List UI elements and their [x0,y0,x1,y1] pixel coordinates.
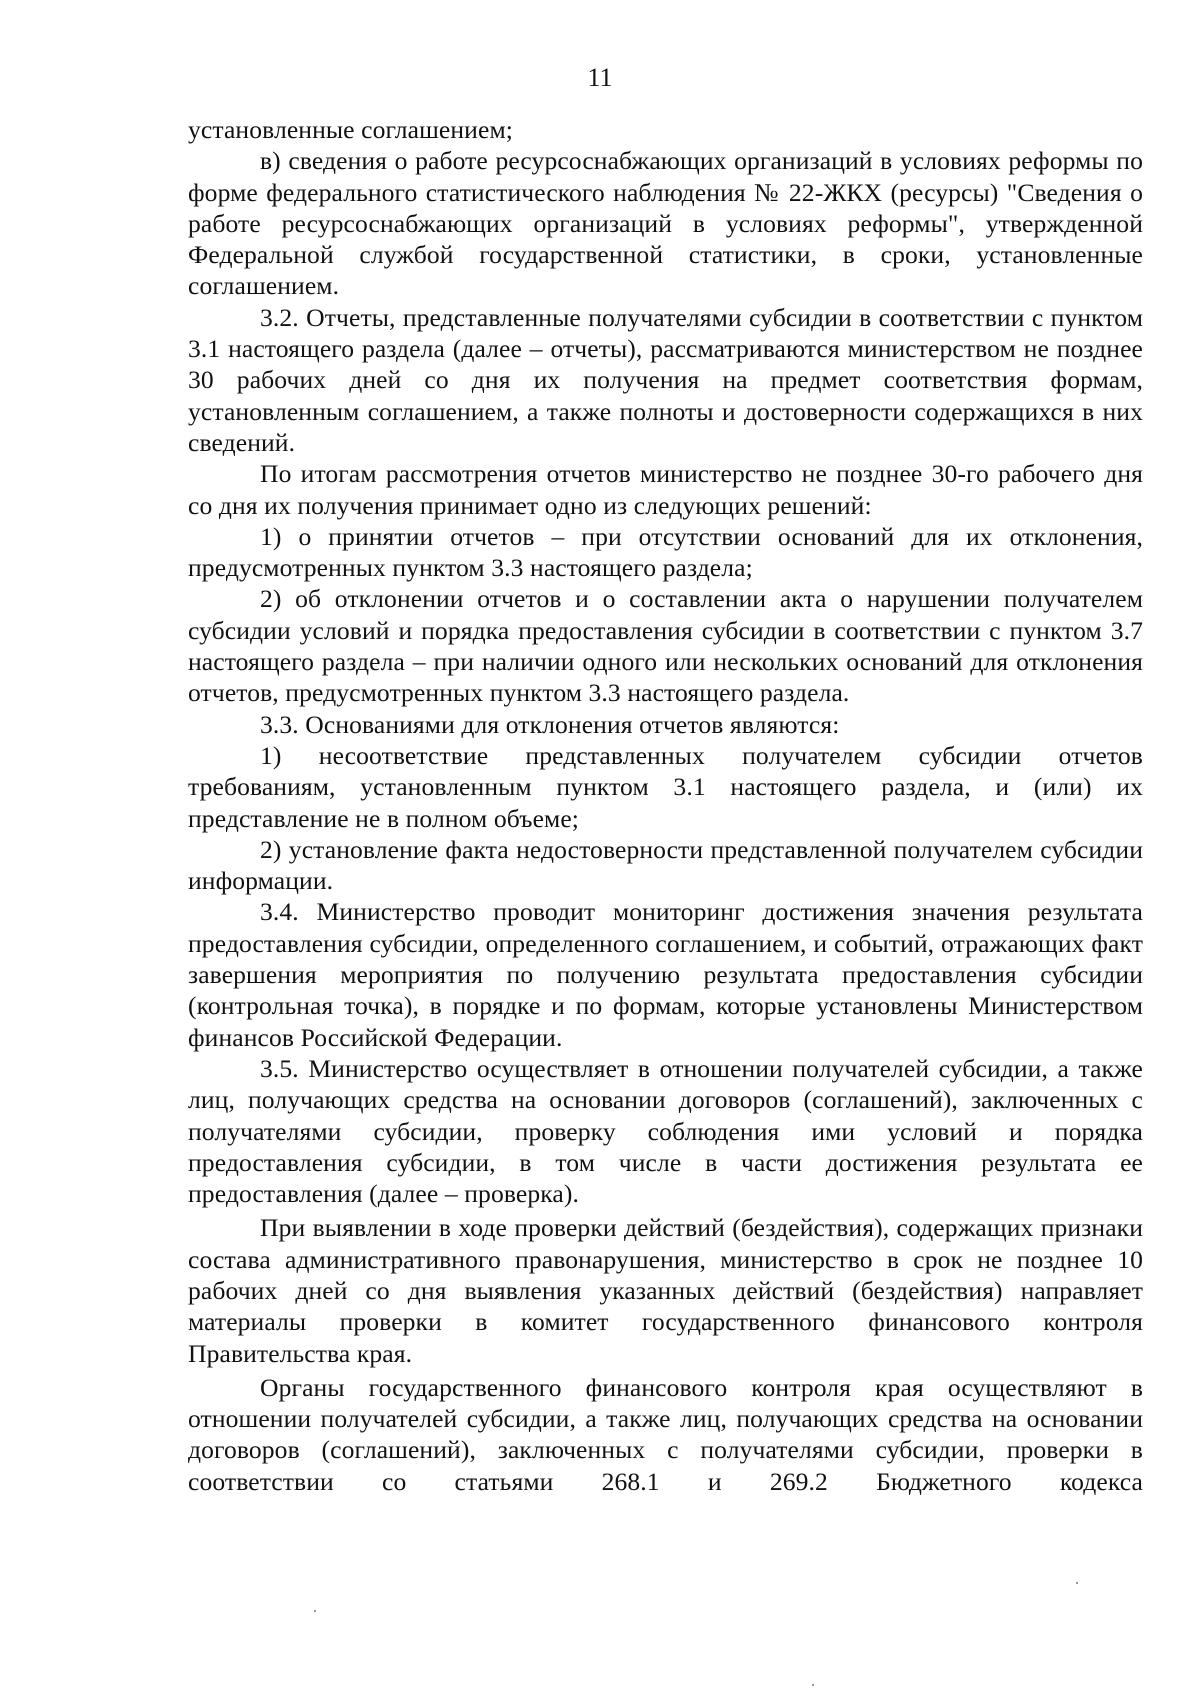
document-body [188,114,1143,1497]
paragraph-violation-detection: При выявлении в ходе проверки действий (бездействия), содержащих признаки состава административного правонарушения, министерство в срок не позднее 10 рабочих дней со дня выявления указанных действий (бездействия) направляет материалы проверки в комитет государственного финансового контроля Правительства края. [188,1213,1143,1368]
paragraph-3-4: 3.4. Министерство проводит мониторинг достижения значения результата предоставления субсидии, определенного соглашением, и событий, отражающих факт завершения мероприятия по получению результата предоставления субсидии (контрольная точка), в порядке и по формам, которые установлены Министерством финансов Российской Федерации. [188,897,1143,1052]
paragraph-review-results: По итогам рассмотрения отчетов министерство не позднее 30-го рабочего дня со дня их получения принимает одно из следующих решений: [188,459,1143,520]
paragraph-3-3: 3.3. Основаниями для отклонения отчетов являются: [260,709,840,739]
scan-speck [314,1610,316,1612]
paragraph-3-2: 3.2. Отчеты, представленные получателями субсидии в соответствии с пунктом 3.1 настоящего раздела (далее – отчеты), рассматриваются министерством не позднее 30 рабочих дней со дня их получения на предмет соответствия формам, установленным соглашением, а также полноты и достоверности содержащихся в них сведений. [188,302,1143,457]
paragraph-item-v: в) сведения о работе ресурсоснабжающих организаций в условиях реформы по форме федерального статистического наблюдения № 22-ЖКХ (ресурсы) "Сведения о работе ресурсоснабжающих организаций в условиях реформы", утвержденной Федеральной службой государственной статистики, в сроки, установленные соглашением. [188,146,1143,301]
paragraph-3-5: 3.5. Министерство осуществляет в отношении получателей субсидии, а также лиц, получающих средства на основании договоров (соглашений), заключенных с получателями субсидии, проверку соблюдения ими условий и порядка предоставления субсидии, в том числе в части достижения результата ее предоставления (далее – проверка). [188,1053,1143,1209]
scan-speck [812,1684,814,1686]
paragraph-financial-control: Органы государственного финансового контроля края осуществляют в отношении получателей субсидии, а также лиц, получающих средства на основании договоров (соглашений), заключенных с получателями субсидии, проверки в соответствии со статьями 268.1 и 269.2 Бюджетного кодекса [188,1372,1143,1496]
paragraph-ground-2: 2) установление факта недостоверности представленной получателем субсидии информации. [188,834,1143,896]
paragraph-decision-1: 1) о принятии отчетов – при отсутствии оснований для их отклонения, предусмотренных пунктом 3.3 настоящего раздела; [188,521,1143,583]
paragraph-ground-1: 1) несоответствие представленных получателем субсидии отчетов требованиям, установленным пунктом 3.1 настоящего раздела, и (или) их представление не в полном объеме; [188,740,1143,833]
scan-speck [1076,1582,1078,1584]
paragraph-decision-2: 2) об отклонении отчетов и о составлении акта о нарушении получателем субсидии условий и порядка предоставления субсидии в соответствии с пунктом 3.7 настоящего раздела – при наличии одного или нескольких оснований для отклонения отчетов, предусмотренных пунктом 3.3 настоящего раздела. [188,584,1143,708]
paragraph-continuation: установленные соглашением; [188,115,513,144]
page-number: 11 [587,63,613,92]
